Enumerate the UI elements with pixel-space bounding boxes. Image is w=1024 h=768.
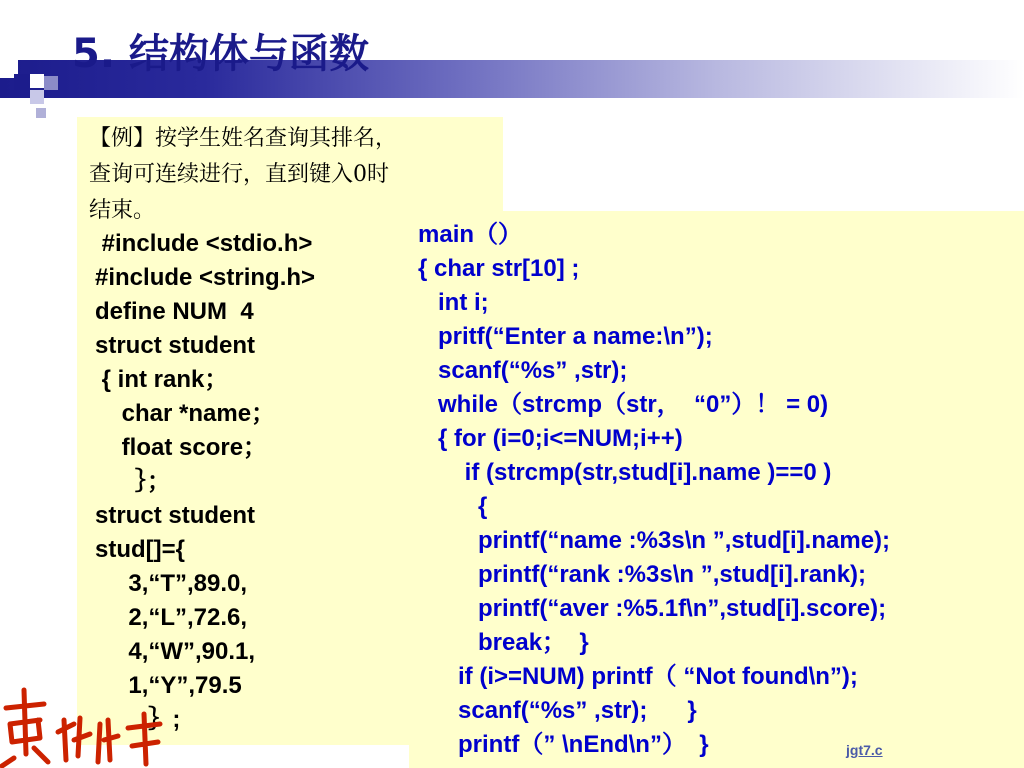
code-line: { (418, 493, 488, 520)
code-line: char *name； (95, 400, 276, 427)
code-line: scanf(“%s” ,str); (418, 357, 628, 384)
header-square-decor (44, 76, 58, 90)
code-line: { for (i=0;i<=NUM;i++) (418, 425, 683, 452)
right-code-block (418, 218, 890, 762)
code-line: #include <string.h> (95, 264, 316, 291)
code-line: struct student (95, 502, 256, 529)
code-line: 1,“Y”,79.5 (95, 672, 242, 699)
intro-line: 结束。 (89, 198, 156, 223)
header-square-decor (30, 74, 44, 88)
code-line: struct student (95, 332, 256, 359)
intro-line: 查询可连续进行，直到键入0时 (89, 162, 389, 187)
header-square-decor (30, 90, 44, 104)
code-line: 3,“T”,89.0, (95, 570, 248, 597)
code-line: define NUM 4 (95, 298, 254, 325)
code-line: scanf(“%s” ,str); } (418, 697, 697, 724)
code-line: #include <stdio.h> (95, 230, 313, 257)
code-line: if (i>=NUM) printf（ “Not found\n”); (418, 663, 858, 690)
code-line: int i; (418, 289, 489, 316)
header-square-decor (16, 100, 28, 112)
code-line: { int rank； (95, 366, 229, 393)
code-line: printf(“name :%3s\n ”,stud[i].name); (418, 527, 891, 554)
code-line: ｝； (95, 468, 172, 495)
slide-title: 5. 结构体与函数 (72, 31, 369, 77)
left-code-block (95, 227, 315, 737)
code-line: { char str[10] ; (418, 255, 580, 282)
code-line: if (strcmp(str,stud[i].name )==0 ) (418, 459, 832, 486)
code-line: printf（” \nEnd\n”） } (418, 731, 709, 758)
header-square-decor (14, 74, 30, 90)
code-line: stud[]={ (95, 536, 185, 563)
university-seal-watermark (0, 684, 170, 768)
code-line: float score； (95, 434, 268, 461)
code-line: while（strcmp（str， “0”）！ = 0) (418, 391, 829, 418)
code-line: main（） (418, 221, 523, 248)
intro-line: 【例】按学生姓名查询其排名， (89, 126, 398, 151)
code-line: break； } (418, 629, 589, 656)
brand-link[interactable]: jgt7.c (846, 742, 883, 758)
code-line: ｝; (95, 706, 181, 733)
code-line: printf(“rank :%3s\n ”,stud[i].rank); (418, 561, 867, 588)
code-line: 4,“W”,90.1, (95, 638, 256, 665)
code-line: 2,“L”,72.6, (95, 604, 248, 631)
code-line: printf(“aver :%5.1f\n”,stud[i].score); (418, 595, 887, 622)
header-square-decor (36, 108, 46, 118)
code-line: pritf(“Enter a name:\n”); (418, 323, 713, 350)
